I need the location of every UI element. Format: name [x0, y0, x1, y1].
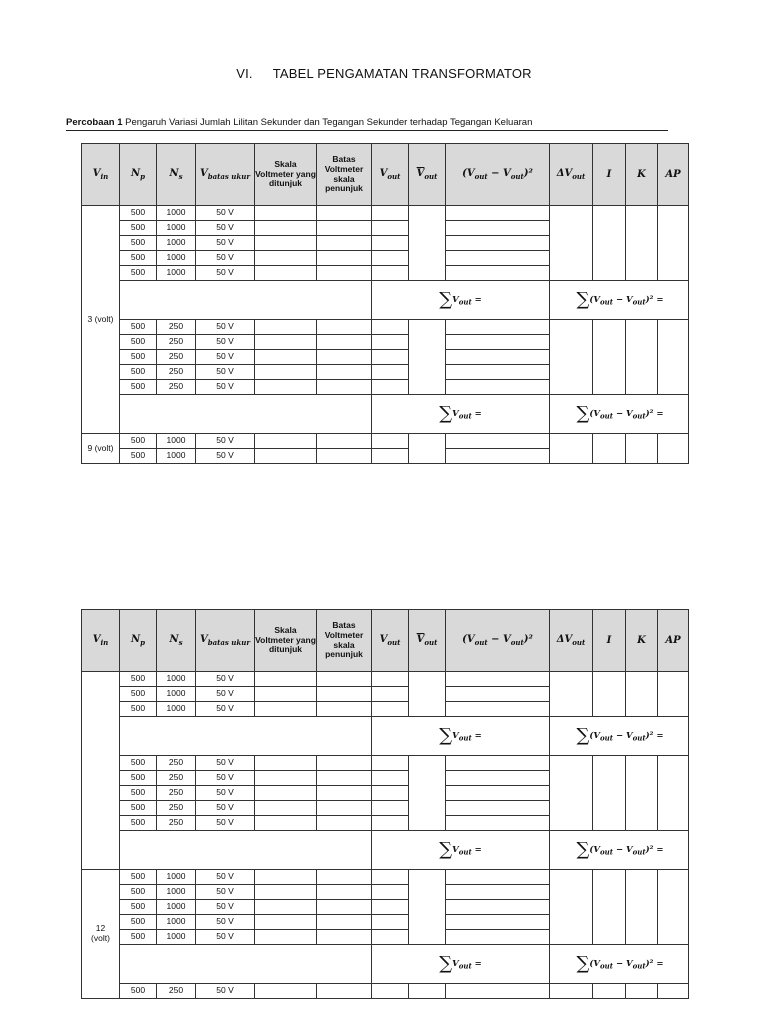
sigma-icon: ∑ — [576, 952, 590, 974]
vbatas-cell: 50 V — [196, 915, 255, 930]
deviation-entry[interactable] — [446, 786, 550, 801]
deviation-entry[interactable] — [446, 702, 550, 717]
skala-entry[interactable] — [255, 801, 317, 816]
deviation-entry[interactable] — [446, 756, 550, 771]
np-cell: 500 — [120, 756, 157, 771]
skala-entry[interactable] — [255, 236, 317, 251]
batas-entry[interactable] — [317, 702, 372, 717]
batas-entry[interactable] — [317, 320, 372, 335]
np-cell: 500 — [120, 221, 157, 236]
ap-entry[interactable] — [658, 672, 689, 717]
vout-entry[interactable] — [372, 915, 409, 930]
vout-entry[interactable] — [372, 801, 409, 816]
section-number: VI. — [236, 66, 253, 81]
np-cell: 500 — [120, 900, 157, 915]
delta-vout-entry[interactable] — [550, 206, 593, 281]
deviation-entry[interactable] — [446, 771, 550, 786]
table-row — [82, 206, 689, 221]
section-title: TABEL PENGAMATAN TRANSFORMATOR — [272, 66, 532, 81]
header-row — [82, 610, 689, 672]
deviation-entry[interactable] — [446, 900, 550, 915]
vout-mean-entry[interactable] — [409, 206, 446, 281]
skala-entry[interactable] — [255, 251, 317, 266]
np-cell: 500 — [120, 870, 157, 885]
caption-underline — [66, 130, 668, 131]
skala-entry[interactable] — [255, 672, 317, 687]
i-entry[interactable] — [593, 320, 626, 395]
summation-row — [82, 395, 689, 434]
vbatas-cell: 50 V — [196, 221, 255, 236]
vout-mean-entry[interactable] — [409, 870, 446, 945]
skala-entry[interactable] — [255, 221, 317, 236]
np-cell: 500 — [120, 449, 157, 464]
batas-entry[interactable] — [317, 885, 372, 900]
ns-cell: 1000 — [157, 885, 196, 900]
col-vout: $V_{out}$ — [372, 144, 409, 206]
k-entry[interactable] — [626, 870, 658, 945]
sum-spacer — [120, 945, 372, 984]
col-deviation-squared: $(V_{out} - V_{out})^2$ — [446, 610, 550, 672]
vout-mean-entry[interactable] — [409, 320, 446, 395]
deviation-entry[interactable] — [446, 449, 550, 464]
deviation-entry[interactable] — [446, 236, 550, 251]
deviation-entry[interactable] — [446, 320, 550, 335]
k-entry[interactable] — [626, 672, 658, 717]
vout-mean-entry[interactable] — [409, 984, 446, 999]
np-cell: 500 — [120, 365, 157, 380]
sum-spacer — [120, 831, 372, 870]
batas-entry[interactable] — [317, 221, 372, 236]
skala-entry[interactable] — [255, 915, 317, 930]
deviation-entry[interactable] — [446, 251, 550, 266]
delta-vout-entry[interactable] — [550, 870, 593, 945]
col-ap: AP — [658, 144, 689, 206]
deviation-entry[interactable] — [446, 915, 550, 930]
np-cell: 500 — [120, 702, 157, 717]
skala-entry[interactable] — [255, 771, 317, 786]
skala-entry[interactable] — [255, 756, 317, 771]
deviation-entry[interactable] — [446, 816, 550, 831]
ns-cell: 250 — [157, 801, 196, 816]
delta-vout-entry[interactable] — [550, 984, 593, 999]
sum-spacer — [120, 717, 372, 756]
sigma-icon: ∑ — [576, 838, 590, 860]
sum-vout-label: $\sum V_{out}$ = — [372, 281, 550, 320]
batas-entry[interactable] — [317, 672, 372, 687]
batas-entry[interactable] — [317, 266, 372, 281]
vout-entry[interactable] — [372, 687, 409, 702]
np-cell: 500 — [120, 251, 157, 266]
col-k: K — [626, 144, 658, 206]
skala-entry[interactable] — [255, 900, 317, 915]
sum-vout-label: $\sum V_{out}$ = — [372, 831, 550, 870]
sigma-icon: ∑ — [439, 402, 453, 424]
col-np: $N_p$ — [120, 144, 157, 206]
deviation-entry[interactable] — [446, 365, 550, 380]
skala-entry[interactable] — [255, 350, 317, 365]
vbatas-cell: 50 V — [196, 870, 255, 885]
skala-entry[interactable] — [255, 434, 317, 449]
ns-cell: 1000 — [157, 870, 196, 885]
vout-entry[interactable] — [372, 672, 409, 687]
vout-entry[interactable] — [372, 702, 409, 717]
sum-deviation-label: $\sum(V_{out} - V_{out})^2$ = — [550, 945, 689, 984]
col-vbatas: $V_{batas ukur}$ — [196, 610, 255, 672]
vout-entry[interactable] — [372, 771, 409, 786]
ns-cell: 1000 — [157, 687, 196, 702]
col-i: I — [593, 144, 626, 206]
batas-entry[interactable] — [317, 915, 372, 930]
ap-entry[interactable] — [658, 984, 689, 999]
k-entry[interactable] — [626, 434, 658, 464]
ns-cell: 250 — [157, 350, 196, 365]
batas-entry[interactable] — [317, 206, 372, 221]
np-cell: 500 — [120, 984, 157, 999]
ns-cell: 250 — [157, 320, 196, 335]
col-np: $N_p$ — [120, 610, 157, 672]
np-cell: 500 — [120, 350, 157, 365]
ns-cell: 250 — [157, 365, 196, 380]
ap-entry[interactable] — [658, 320, 689, 395]
ns-cell: 1000 — [157, 702, 196, 717]
ns-cell: 250 — [157, 786, 196, 801]
table-row — [82, 756, 689, 771]
i-entry[interactable] — [593, 672, 626, 717]
np-cell: 500 — [120, 786, 157, 801]
np-cell: 500 — [120, 236, 157, 251]
skala-entry[interactable] — [255, 930, 317, 945]
np-cell: 500 — [120, 801, 157, 816]
vout-mean-entry[interactable] — [409, 672, 446, 717]
vout-entry[interactable] — [372, 350, 409, 365]
ns-cell: 1000 — [157, 915, 196, 930]
ns-cell: 250 — [157, 816, 196, 831]
sigma-icon: ∑ — [439, 288, 453, 310]
skala-entry[interactable] — [255, 702, 317, 717]
sum-deviation-label: $\sum(V_{out} - V_{out})^2$ = — [550, 831, 689, 870]
vout-entry[interactable] — [372, 206, 409, 221]
skala-entry[interactable] — [255, 266, 317, 281]
np-cell: 500 — [120, 771, 157, 786]
table-row — [82, 320, 689, 335]
np-cell: 500 — [120, 266, 157, 281]
np-cell: 500 — [120, 335, 157, 350]
sum-deviation-label: $\sum(V_{out} - V_{out})^2$ = — [550, 717, 689, 756]
ns-cell: 250 — [157, 771, 196, 786]
skala-entry[interactable] — [255, 335, 317, 350]
np-cell: 500 — [120, 672, 157, 687]
np-cell: 500 — [120, 380, 157, 395]
vbatas-cell: 50 V — [196, 885, 255, 900]
batas-entry[interactable] — [317, 380, 372, 395]
table-row — [82, 672, 689, 687]
sum-vout-label: $\sum V_{out}$ = — [372, 395, 550, 434]
sigma-icon: ∑ — [576, 724, 590, 746]
sigma-icon: ∑ — [439, 838, 453, 860]
observation-table-2 — [81, 609, 689, 999]
summation-row — [82, 945, 689, 984]
skala-entry[interactable] — [255, 449, 317, 464]
summation-row — [82, 831, 689, 870]
np-cell: 500 — [120, 687, 157, 702]
batas-entry[interactable] — [317, 756, 372, 771]
batas-entry[interactable] — [317, 984, 372, 999]
vout-entry[interactable] — [372, 816, 409, 831]
k-entry[interactable] — [626, 756, 658, 831]
batas-entry[interactable] — [317, 930, 372, 945]
k-entry[interactable] — [626, 984, 658, 999]
i-entry[interactable] — [593, 206, 626, 281]
vbatas-cell: 50 V — [196, 687, 255, 702]
table-row — [82, 870, 689, 885]
vout-entry[interactable] — [372, 786, 409, 801]
section-heading — [0, 66, 768, 81]
i-entry[interactable] — [593, 870, 626, 945]
deviation-entry[interactable] — [446, 380, 550, 395]
experiment-label: Percobaan 1 — [66, 117, 123, 128]
ap-entry[interactable] — [658, 434, 689, 464]
vout-entry[interactable] — [372, 251, 409, 266]
batas-entry[interactable] — [317, 365, 372, 380]
summation-row — [82, 281, 689, 320]
vbatas-cell: 50 V — [196, 786, 255, 801]
ns-cell: 1000 — [157, 251, 196, 266]
vin-cell-blank[interactable] — [82, 672, 120, 870]
col-ns: $N_s$ — [157, 610, 196, 672]
ns-cell: 1000 — [157, 434, 196, 449]
col-vin: $V_{in}$ — [82, 144, 120, 206]
vbatas-cell: 50 V — [196, 756, 255, 771]
ns-cell: 1000 — [157, 221, 196, 236]
col-skala: Skala Voltmeter yang ditunjuk — [255, 610, 317, 672]
batas-entry[interactable] — [317, 687, 372, 702]
col-delta-vout: $\Delta V_{out}$ — [550, 610, 593, 672]
col-vout: $V_{out}$ — [372, 610, 409, 672]
ns-cell: 1000 — [157, 236, 196, 251]
table-row — [82, 984, 689, 999]
deviation-entry[interactable] — [446, 801, 550, 816]
col-vout-mean: $\overline{V}_{out}$ — [409, 610, 446, 672]
sum-deviation-label: $\sum(V_{out} - V_{out})^2$ = — [550, 395, 689, 434]
np-cell: 500 — [120, 915, 157, 930]
ns-cell: 1000 — [157, 206, 196, 221]
deviation-entry[interactable] — [446, 885, 550, 900]
table-row — [82, 434, 689, 449]
delta-vout-entry[interactable] — [550, 756, 593, 831]
vbatas-cell: 50 V — [196, 449, 255, 464]
deviation-entry[interactable] — [446, 350, 550, 365]
skala-entry[interactable] — [255, 206, 317, 221]
vout-entry[interactable] — [372, 900, 409, 915]
sum-spacer — [120, 395, 372, 434]
sum-deviation-label: $\sum(V_{out} - V_{out})^2$ = — [550, 281, 689, 320]
batas-entry[interactable] — [317, 870, 372, 885]
sigma-icon: ∑ — [576, 402, 590, 424]
k-entry[interactable] — [626, 320, 658, 395]
vbatas-cell: 50 V — [196, 335, 255, 350]
ns-cell: 1000 — [157, 672, 196, 687]
col-vout-mean: $\overline{V}_{out}$ — [409, 144, 446, 206]
delta-vout-entry[interactable] — [550, 672, 593, 717]
vout-entry[interactable] — [372, 365, 409, 380]
vout-mean-entry[interactable] — [409, 434, 446, 464]
skala-entry[interactable] — [255, 687, 317, 702]
sigma-icon: ∑ — [576, 288, 590, 310]
vout-entry[interactable] — [372, 984, 409, 999]
col-batas: Batas Voltmeter skala penunjuk — [317, 144, 372, 206]
vbatas-cell: 50 V — [196, 816, 255, 831]
col-ns: $N_s$ — [157, 144, 196, 206]
deviation-entry[interactable] — [446, 930, 550, 945]
deviation-entry[interactable] — [446, 672, 550, 687]
deviation-entry[interactable] — [446, 984, 550, 999]
vout-entry[interactable] — [372, 449, 409, 464]
col-vbatas: $V_{batas ukur}$ — [196, 144, 255, 206]
deviation-entry[interactable] — [446, 335, 550, 350]
batas-entry[interactable] — [317, 350, 372, 365]
batas-entry[interactable] — [317, 251, 372, 266]
sum-spacer — [120, 281, 372, 320]
batas-entry[interactable] — [317, 335, 372, 350]
skala-entry[interactable] — [255, 786, 317, 801]
observation-table-1 — [81, 143, 689, 464]
skala-entry[interactable] — [255, 380, 317, 395]
vbatas-cell: 50 V — [196, 434, 255, 449]
vout-entry[interactable] — [372, 221, 409, 236]
sum-vout-label: $\sum V_{out}$ = — [372, 945, 550, 984]
batas-entry[interactable] — [317, 801, 372, 816]
np-cell: 500 — [120, 885, 157, 900]
ns-cell: 250 — [157, 984, 196, 999]
vbatas-cell: 50 V — [196, 251, 255, 266]
ns-cell: 1000 — [157, 449, 196, 464]
vbatas-cell: 50 V — [196, 984, 255, 999]
deviation-entry[interactable] — [446, 434, 550, 449]
vbatas-cell: 50 V — [196, 266, 255, 281]
vout-entry[interactable] — [372, 885, 409, 900]
vbatas-cell: 50 V — [196, 930, 255, 945]
ns-cell: 250 — [157, 756, 196, 771]
vin-cell: 9 (volt) — [82, 434, 120, 464]
batas-entry[interactable] — [317, 771, 372, 786]
col-vin: $V_{in}$ — [82, 610, 120, 672]
batas-entry[interactable] — [317, 816, 372, 831]
ap-entry[interactable] — [658, 206, 689, 281]
col-delta-vout: $\Delta V_{out}$ — [550, 144, 593, 206]
sigma-icon: ∑ — [439, 952, 453, 974]
vbatas-cell: 50 V — [196, 380, 255, 395]
skala-entry[interactable] — [255, 816, 317, 831]
summation-row — [82, 717, 689, 756]
vbatas-cell: 50 V — [196, 900, 255, 915]
experiment-description: Pengaruh Variasi Jumlah Lilitan Sekunder dan Tegangan Sekunder terhadap Tegangan Keluaran — [125, 117, 533, 128]
vin-cell: 3 (volt) — [82, 206, 120, 434]
skala-entry[interactable] — [255, 870, 317, 885]
experiment-caption — [66, 117, 532, 128]
batas-entry[interactable] — [317, 786, 372, 801]
ns-cell: 250 — [157, 335, 196, 350]
ns-cell: 1000 — [157, 900, 196, 915]
np-cell: 500 — [120, 434, 157, 449]
vout-entry[interactable] — [372, 236, 409, 251]
vout-entry[interactable] — [372, 930, 409, 945]
col-k: K — [626, 610, 658, 672]
vbatas-cell: 50 V — [196, 801, 255, 816]
ap-entry[interactable] — [658, 870, 689, 945]
vbatas-cell: 50 V — [196, 350, 255, 365]
np-cell: 500 — [120, 930, 157, 945]
ap-entry[interactable] — [658, 756, 689, 831]
col-batas: Batas Voltmeter skala penunjuk — [317, 610, 372, 672]
skala-entry[interactable] — [255, 885, 317, 900]
deviation-entry[interactable] — [446, 206, 550, 221]
batas-entry[interactable] — [317, 449, 372, 464]
i-entry[interactable] — [593, 984, 626, 999]
np-cell: 500 — [120, 320, 157, 335]
batas-entry[interactable] — [317, 434, 372, 449]
vout-entry[interactable] — [372, 266, 409, 281]
deviation-entry[interactable] — [446, 221, 550, 236]
k-entry[interactable] — [626, 206, 658, 281]
vbatas-cell: 50 V — [196, 206, 255, 221]
sum-vout-label: $\sum V_{out}$ = — [372, 717, 550, 756]
vbatas-cell: 50 V — [196, 236, 255, 251]
np-cell: 500 — [120, 816, 157, 831]
vout-entry[interactable] — [372, 756, 409, 771]
sigma-icon: ∑ — [439, 724, 453, 746]
vbatas-cell: 50 V — [196, 320, 255, 335]
np-cell: 500 — [120, 206, 157, 221]
batas-entry[interactable] — [317, 236, 372, 251]
vout-entry[interactable] — [372, 335, 409, 350]
delta-vout-entry[interactable] — [550, 434, 593, 464]
col-skala: Skala Voltmeter yang ditunjuk — [255, 144, 317, 206]
i-entry[interactable] — [593, 434, 626, 464]
vbatas-cell: 50 V — [196, 365, 255, 380]
vout-entry[interactable] — [372, 434, 409, 449]
vout-entry[interactable] — [372, 380, 409, 395]
header-row — [82, 144, 689, 206]
deviation-entry[interactable] — [446, 870, 550, 885]
vout-entry[interactable] — [372, 320, 409, 335]
vin-cell: 12 (volt) — [82, 870, 120, 999]
skala-entry[interactable] — [255, 320, 317, 335]
ns-cell: 250 — [157, 380, 196, 395]
col-deviation-squared: $(V_{out} - V_{out})^2$ — [446, 144, 550, 206]
vbatas-cell: 50 V — [196, 702, 255, 717]
skala-entry[interactable] — [255, 365, 317, 380]
delta-vout-entry[interactable] — [550, 320, 593, 395]
vout-mean-entry[interactable] — [409, 756, 446, 831]
ns-cell: 1000 — [157, 266, 196, 281]
i-entry[interactable] — [593, 756, 626, 831]
deviation-entry[interactable] — [446, 687, 550, 702]
vbatas-cell: 50 V — [196, 771, 255, 786]
batas-entry[interactable] — [317, 900, 372, 915]
ns-cell: 1000 — [157, 930, 196, 945]
deviation-entry[interactable] — [446, 266, 550, 281]
skala-entry[interactable] — [255, 984, 317, 999]
vbatas-cell: 50 V — [196, 672, 255, 687]
col-ap: AP — [658, 610, 689, 672]
vout-entry[interactable] — [372, 870, 409, 885]
col-i: I — [593, 610, 626, 672]
